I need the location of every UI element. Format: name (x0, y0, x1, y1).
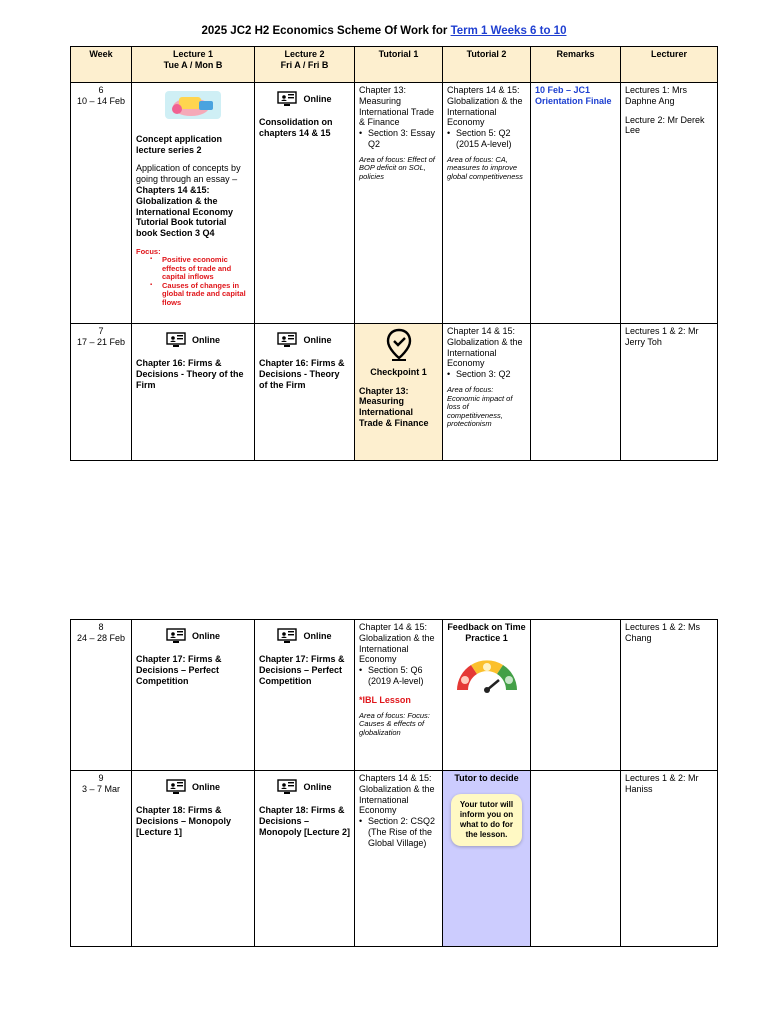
week-9-lecture1: Online Chapter 18: Firms & Decisions – Monopoly [Lecture 1] (132, 771, 255, 947)
header-lecture2: Lecture 2 Fri A / Fri B (255, 47, 355, 83)
week-8-lecture2: Online Chapter 17: Firms & Decisions – Perfect Competition (255, 620, 355, 771)
online-class-icon (166, 628, 186, 644)
focus-label: Focus: (136, 246, 161, 256)
term-link[interactable]: Term 1 Weeks 6 to 10 (450, 25, 567, 37)
week-9-cell: 9 3 – 7 Mar (71, 771, 132, 947)
focus-list (150, 256, 250, 308)
week-6-lecturer: Lectures 1: Mrs Daphne Ang Lecture 2: Mr Derek Lee (621, 83, 718, 324)
online-indicator: Online (136, 332, 250, 348)
online-indicator: Online (259, 91, 350, 107)
checkpoint-icon (386, 328, 412, 362)
header-tutorial2: Tutorial 2 (443, 47, 531, 83)
tutor-note-box: Your tutor will inform you on what to do for the lesson. (451, 794, 522, 846)
week-6-lecture1-desc: Application of concepts by going through an essay – Chapters 14 &15: Globalization & the International Economy Tutorial Book tutorial book Section 3 Q4 (136, 163, 241, 239)
online-class-icon (277, 628, 297, 644)
header-tutorial1: Tutorial 1 (355, 47, 443, 83)
online-class-icon (277, 779, 297, 795)
page-title (0, 25, 768, 39)
header-lecturer: Lecturer (621, 47, 718, 83)
week-7-cell: 7 17 – 21 Feb (71, 324, 132, 461)
focus-item: ▪ Causes of changes in global trade and capital flows (150, 282, 250, 308)
week-7-lecturer: Lectures 1 & 2: Mr Jerry Toh (621, 324, 718, 461)
week-8-lecture1: Online Chapter 17: Firms & Decisions – Perfect Competition (132, 620, 255, 771)
week-6-lecture2-title: Consolidation on chapters 14 & 15 (259, 117, 333, 138)
week-9-remarks (531, 771, 621, 947)
header-week: Week (71, 47, 132, 83)
week-6-lecture1-title: Concept application lecture series 2 (136, 133, 223, 155)
week-7-lecture2: Online Chapter 16: Firms & Decisions - Theory of the Firm (255, 324, 355, 461)
online-indicator: Online (259, 332, 350, 348)
week-9-row (71, 771, 718, 947)
week-7-lecture1: Online Chapter 16: Firms & Decisions - Theory of the Firm (132, 324, 255, 461)
header-lecture1: Lecture 1 Tue A / Mon B (132, 47, 255, 83)
online-indicator: Online (259, 628, 350, 644)
online-indicator: Online (136, 628, 250, 644)
focus-item: ▪ Positive economic effects of trade and capital inflows (150, 256, 250, 282)
week-7-remarks (531, 324, 621, 461)
online-class-icon (277, 332, 297, 348)
week-8-row (71, 620, 718, 771)
concept-illustration-icon (163, 87, 223, 123)
schedule-table-1 (70, 46, 718, 461)
week-9-lecturer: Lectures 1 & 2: Mr Haniss (621, 771, 718, 947)
online-class-icon (166, 779, 186, 795)
week-7-tutorial1: Checkpoint 1 Chapter 13: Measuring International Trade & Finance (355, 324, 443, 461)
header-remarks: Remarks (531, 47, 621, 83)
week-8-lecturer: Lectures 1 & 2: Ms Chang (621, 620, 718, 771)
online-class-icon (277, 91, 297, 107)
week-6-tutorial1: Chapter 13: Measuring International Trade & Finance • Section 3: Essay Q2 Area of focus: Effect of BOP deficit on SOL, policies (355, 83, 443, 324)
week-6-remarks: 10 Feb – JC1 Orientation Finale (531, 83, 621, 324)
schedule-table-2 (70, 619, 718, 947)
week-9-tutorial2: Tutor to decide Your tutor will inform you on what to do for the lesson. (443, 771, 531, 947)
week-7-row (71, 324, 718, 461)
week-6-tutorial2: Chapters 14 & 15: Globalization & the International Economy • Section 5: Q2 (2015 A-level) Area of focus: CA, measures to improve global competitiveness (443, 83, 531, 324)
week-6-lecture1 (132, 83, 255, 324)
title-text: 2025 JC2 H2 Economics Scheme Of Work for (201, 25, 451, 37)
week-6-row (71, 83, 718, 324)
online-class-icon (166, 332, 186, 348)
online-indicator: Online (136, 779, 250, 795)
week-8-tutorial1: Chapter 14 & 15: Globalization & the International Economy • Section 5: Q6 (2019 A-level) *IBL Lesson Area of focus: Focus: Causes & effects of globalization (355, 620, 443, 771)
week-9-tutorial1: Chapters 14 & 15: Globalization & the International Economy • Section 2: CSQ2 (The Rise of the Global Village) (355, 771, 443, 947)
feedback-gauge-icon (451, 654, 523, 694)
week-8-remarks (531, 620, 621, 771)
week-8-tutorial2: Feedback on Time Practice 1 (443, 620, 531, 771)
week-7-tutorial2: Chapter 14 & 15: Globalization & the International Economy • Section 3: Q2 Area of focus: Economic impact of loss of competitiveness, protectionism (443, 324, 531, 461)
online-indicator: Online (259, 779, 350, 795)
week-6-cell: 6 10 – 14 Feb (71, 83, 132, 324)
week-6-lecture2 (255, 83, 355, 324)
week-8-cell: 8 24 – 28 Feb (71, 620, 132, 771)
week-9-lecture2: Online Chapter 18: Firms & Decisions – Monopoly [Lecture 2] (255, 771, 355, 947)
